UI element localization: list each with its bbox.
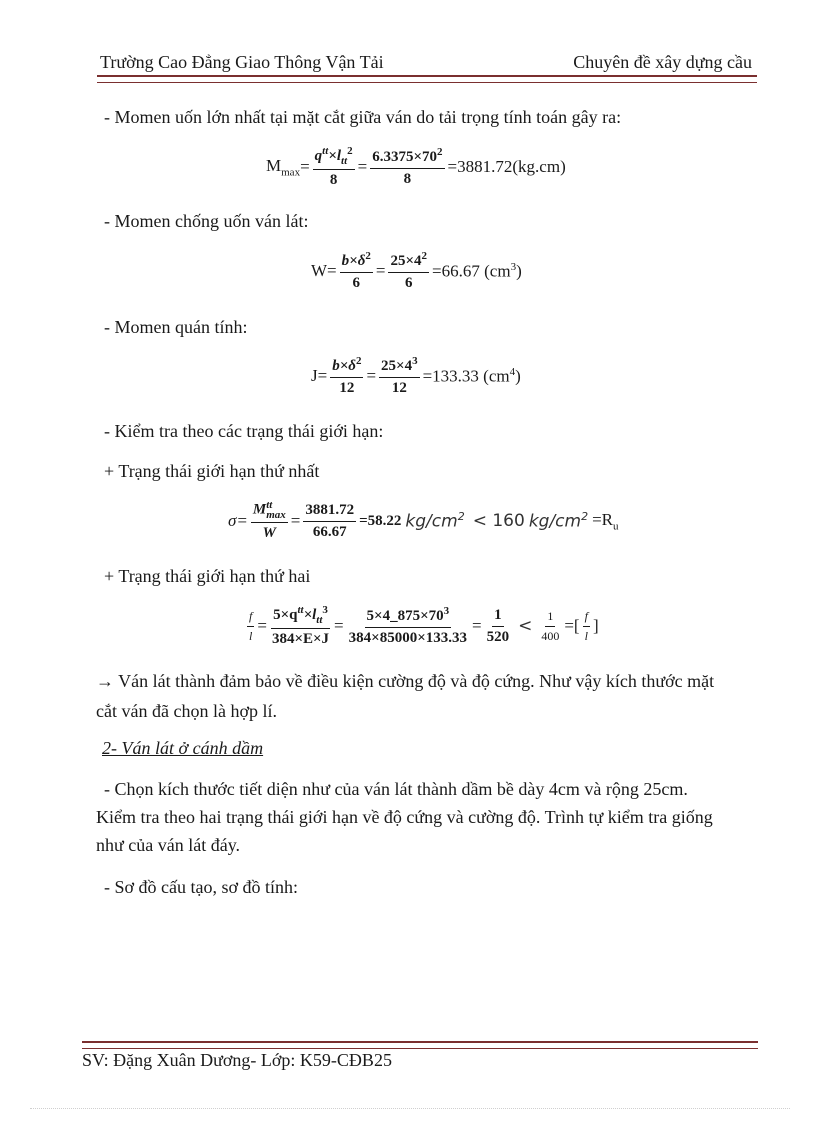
deflection-fraction-result: $\frac{1}{520}$: [486, 606, 510, 645]
deflection-fraction-numeric: $\frac{5\times 4\_875\times 70^3}{384\times 85000\times 133.33}$: [348, 605, 467, 646]
sigma-fraction-symbolic: M tt max W: [252, 499, 286, 541]
mmax-fraction-numeric: $\frac{6.3375\times 70^2}{8}$: [372, 146, 443, 187]
deflection-less-than: <: [518, 616, 533, 636]
deflection-ratio-rhs: $\frac{f}{l}$: [584, 608, 588, 643]
deflection-bracket-close: ]: [592, 616, 599, 635]
header-school-name: Trường Cao Đẳng Giao Thông Vận Tải: [100, 52, 384, 72]
moment-resist-intro: - Momen chống uốn ván lát:: [104, 211, 309, 231]
mmax-result: =3881.72(kg.cm): [447, 157, 566, 176]
choose-line-3: như của ván lát đáy.: [96, 835, 241, 855]
formula-mmax: $M_{max}$ = $\frac{q^{tt}\times l_{tt}^2}{8}$ = $\frac{6.3375\times 70^2}{8}$ =3881.72(kg.cm): [266, 145, 566, 188]
inertia-intro: - Momen quán tính:: [104, 317, 248, 337]
w-fraction-symbolic: $\frac{b\times\delta^2}{6}$: [341, 250, 371, 291]
section-heading: 2- Ván lát ở cánh dầm: [102, 738, 264, 758]
conclusion-line-1: → Ván lát thành đảm bảo về điều kiện cường độ và độ cứng. Như vậy kích thước mặt: [96, 671, 715, 691]
deflection-ratio-lhs: $\frac{f}{l}$: [249, 608, 253, 643]
sigma-unit-2: $kg/cm^2$: [528, 510, 589, 532]
moment-max-intro: - Momen uốn lớn nhất tại mặt cắt giữa ván do tải trọng tính toán gây ra:: [104, 107, 622, 127]
mmax-fraction-symbolic: $\frac{q^{tt}\times l_{tt}^2}{8}$: [314, 145, 353, 188]
deflection-bracket-open: =[: [564, 616, 580, 635]
header-topic: Chuyên đề xây dựng cầu: [573, 52, 752, 72]
w-result: =66.67 $(cm^3)$: [432, 260, 522, 281]
page-header: [100, 52, 752, 76]
sigma-tail: $=R_u$: [592, 509, 619, 533]
deflection-fraction-allowable: $\frac{1}{400}$: [541, 608, 560, 643]
j-lhs: J=: [311, 366, 328, 385]
sigma-lhs: σ=: [228, 511, 248, 530]
diagram-intro: - Sơ đồ cấu tạo, sơ đồ tính:: [104, 877, 299, 897]
j-result: =133.33 $(cm^4)$: [422, 365, 521, 386]
deflection-fraction-symbolic: $\frac{5\times q^{tt}\times l_{tt}^3}{384\times E\times J}$: [271, 604, 330, 647]
sigma-unit: $kg/cm^2$: [405, 510, 465, 532]
choose-line-1: - Chọn kích thước tiết diện như của ván lát thành dầm bề dày 4cm và rộng 25cm.: [104, 779, 688, 799]
mmax-lhs: $M_{max}$: [266, 155, 301, 179]
sigma-less-than: < 160: [472, 511, 525, 531]
conclusion-line-2: cắt ván đã chọn là hợp lí.: [96, 701, 277, 721]
page-edge-dotted-line: [30, 1108, 790, 1109]
limit-check-intro: - Kiểm tra theo các trạng thái giới hạn:: [104, 421, 384, 441]
page-footer: SV: Đặng Xuân Dương- Lớp: K59-CĐB25: [82, 1050, 392, 1070]
limit-state-1: + Trạng thái giới hạn thứ nhất: [104, 461, 320, 481]
w-lhs: W=: [311, 261, 337, 280]
sigma-fraction-numeric: $\frac{3881.72}{66.67}$: [305, 501, 355, 540]
header-rule: [97, 75, 757, 83]
choose-line-2: Kiểm tra theo hai trạng thái giới hạn về độ cứng và cường độ. Trình tự kiểm tra giống: [96, 807, 713, 827]
formula-sigma: σ= M tt max W = $\frac{3881.72}{66.67}$ =58.22 $kg/cm^2$ < 160 $kg/cm^2$ $=R_u$: [228, 499, 619, 541]
formula-j: J= $\frac{b\times\delta^2}{12}$ = $\frac{25\times 4^3}{12}$ =133.33 $(cm^4)$: [311, 355, 521, 396]
limit-state-2: + Trạng thái giới hạn thứ hai: [104, 566, 311, 586]
footer-rule: [82, 1041, 758, 1049]
j-fraction-numeric: $\frac{25\times 4^3}{12}$: [381, 355, 418, 396]
w-fraction-numeric: $\frac{25\times 4^2}{6}$: [390, 250, 428, 291]
formula-deflection: $\frac{f}{l}$ = $\frac{5\times q^{tt}\times l_{tt}^3}{384\times E\times J}$ = $\frac{5\times 4\_875\times 70^3}{384\times 85000\times 133.33}$ = $\frac{1}{520}$ < $\frac{1}{400}$ =[ $\frac{f}{l}$ ]: [249, 604, 599, 647]
j-fraction-symbolic: $\frac{b\times\delta^2}{12}$: [332, 355, 362, 396]
formula-w: W= $\frac{b\times\delta^2}{6}$ = $\frac{25\times 4^2}{6}$ =66.67 $(cm^3)$: [311, 250, 522, 291]
sigma-result: =58.22: [359, 512, 402, 529]
